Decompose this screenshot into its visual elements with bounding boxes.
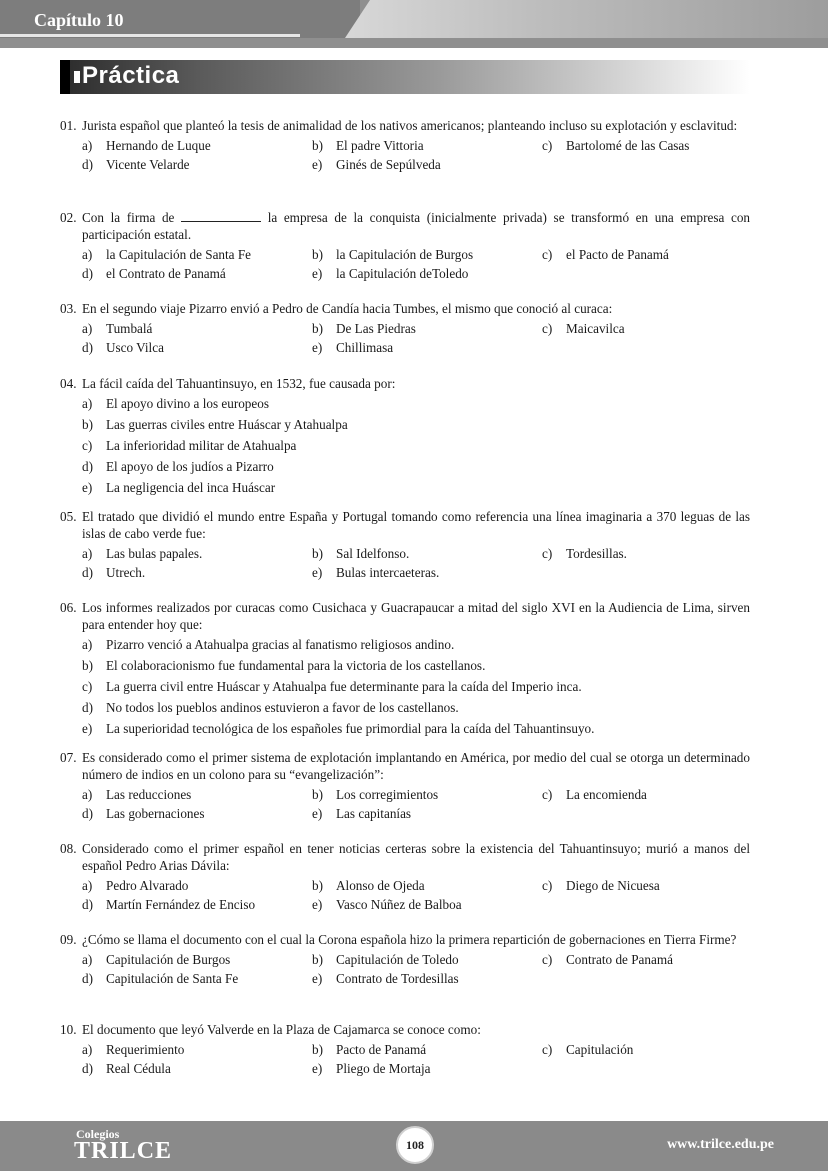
question-7 xyxy=(60,749,750,822)
option-text: Alonso de Ojeda xyxy=(336,878,425,893)
header-stripe xyxy=(0,34,300,37)
option-a xyxy=(82,137,312,154)
option-text: No todos los pueblos andinos estuvieron a favor de los castellanos. xyxy=(106,700,459,715)
option-e xyxy=(312,970,542,987)
option-text: Pedro Alvarado xyxy=(106,878,189,893)
question-5 xyxy=(60,508,750,581)
question-text: Los informes realizados por curacas como Cusichaca y Guacrapaucar a mitad del siglo XVI en la Audiencia de Lima, sirven para entender hoy que: xyxy=(82,600,750,632)
question-text: Considerado como el primer español en tener noticias certeras sobre la existencia del Tahuantinsuyo; murió a manos del español Pedro Arias Dávila: xyxy=(82,841,750,873)
options xyxy=(82,137,750,173)
option-b xyxy=(312,246,542,263)
option-letter: c) xyxy=(542,546,553,561)
options xyxy=(82,320,750,356)
option-text: Contrato de Panamá xyxy=(566,952,673,967)
option-text: Pliego de Mortaja xyxy=(336,1061,431,1076)
option-letter: a) xyxy=(82,546,93,561)
question-number: 03. xyxy=(60,301,77,316)
option-text: El padre Vittoria xyxy=(336,138,424,153)
option-text: Tumbalá xyxy=(106,321,153,336)
option-a xyxy=(82,877,312,894)
option-text: la Capitulación deToledo xyxy=(336,266,469,281)
option-text: Las guerras civiles entre Huáscar y Atahualpa xyxy=(106,417,348,432)
option-letter: d) xyxy=(82,700,93,715)
question-number: 10. xyxy=(60,1022,77,1037)
option-letter: e) xyxy=(312,340,323,355)
question-text: El tratado que dividió el mundo entre España y Portugal tomando como referencia una línea imaginaria a 370 leguas de las islas de cabo verde fue: xyxy=(82,509,750,541)
option-letter: a) xyxy=(82,247,93,262)
option-a xyxy=(82,320,312,337)
option-text: Las bulas papales. xyxy=(106,546,203,561)
option-b xyxy=(312,786,542,803)
options xyxy=(82,545,750,581)
option-letter: a) xyxy=(82,952,93,967)
question-number: 09. xyxy=(60,932,77,947)
question-text-after: la empresa de la conquista (inicialmente privada) se transformó en una empresa con participación estatal. xyxy=(82,210,751,242)
question-number: 06. xyxy=(60,600,77,615)
fill-blank xyxy=(181,211,261,222)
option-b xyxy=(312,137,542,154)
question-number: 02. xyxy=(60,210,77,225)
option-text: el Contrato de Panamá xyxy=(106,266,226,281)
option-a xyxy=(82,786,312,803)
option-c xyxy=(542,246,772,263)
option-c xyxy=(542,137,772,154)
option-text: Pizarro venció a Atahualpa gracias al fanatismo religiosos andino. xyxy=(106,637,455,652)
option-letter: b) xyxy=(312,321,323,336)
option-a xyxy=(82,545,312,562)
option-letter: a) xyxy=(82,878,93,893)
option-letter: b) xyxy=(312,546,323,561)
option-letter: c) xyxy=(82,438,93,453)
option-text: La encomienda xyxy=(566,787,647,802)
question-9 xyxy=(60,931,750,987)
option-text: Vasco Núñez de Balboa xyxy=(336,897,462,912)
option-text: Real Cédula xyxy=(106,1061,171,1076)
option-text: Las gobernaciones xyxy=(106,806,205,821)
question-text: En el segundo viaje Pizarro envió a Pedro de Candía hacia Tumbes, el mismo que conoció al curaca: xyxy=(82,301,613,316)
option-a xyxy=(82,951,312,968)
option-d xyxy=(82,564,312,581)
option-d xyxy=(82,458,750,475)
banner-notch xyxy=(60,60,70,94)
option-text: El apoyo de los judíos a Pizarro xyxy=(106,459,274,474)
chapter-title: Capítulo 10 xyxy=(34,10,124,30)
option-text: el Pacto de Panamá xyxy=(566,247,669,262)
option-text: la Capitulación de Burgos xyxy=(336,247,474,262)
option-a xyxy=(82,636,750,653)
option-text: Las reducciones xyxy=(106,787,192,802)
option-letter: e) xyxy=(82,480,93,495)
question-number: 08. xyxy=(60,841,77,856)
header-bar xyxy=(0,0,828,48)
option-letter: d) xyxy=(82,157,93,172)
option-e xyxy=(312,156,542,173)
option-letter: d) xyxy=(82,340,93,355)
option-text: El colaboracionismo fue fundamental para la victoria de los castellanos. xyxy=(106,658,486,673)
option-letter: c) xyxy=(542,247,553,262)
option-letter: d) xyxy=(82,565,93,580)
options xyxy=(82,1041,750,1077)
option-e xyxy=(312,896,542,913)
question-text: ¿Cómo se llama el documento con el cual la Corona española hizo la primera repartición de gobernaciones en Tierra Firme? xyxy=(82,932,737,947)
question-text xyxy=(82,209,750,243)
option-letter: e) xyxy=(312,157,323,172)
option-letter: b) xyxy=(312,878,323,893)
option-d xyxy=(82,805,312,822)
option-text: Requerimiento xyxy=(106,1042,185,1057)
option-a xyxy=(82,1041,312,1058)
option-b xyxy=(312,320,542,337)
question-10 xyxy=(60,1021,750,1077)
option-d xyxy=(82,156,312,173)
option-text: Capitulación de Toledo xyxy=(336,952,459,967)
question-1 xyxy=(60,117,750,173)
option-text: Ginés de Sepúlveda xyxy=(336,157,441,172)
option-letter: e) xyxy=(312,806,323,821)
option-c xyxy=(82,678,750,695)
option-letter: c) xyxy=(542,321,553,336)
question-8 xyxy=(60,840,750,913)
option-letter: c) xyxy=(542,787,553,802)
option-c xyxy=(542,320,772,337)
option-letter: b) xyxy=(312,247,323,262)
options xyxy=(82,246,750,282)
footer-bar xyxy=(0,1121,828,1171)
option-text: Usco Vilca xyxy=(106,340,164,355)
option-text: La guerra civil entre Huáscar y Atahualpa fue determinante para la caída del Imperio inca. xyxy=(106,679,582,694)
question-2 xyxy=(60,209,750,282)
options xyxy=(82,395,750,496)
option-c xyxy=(542,951,772,968)
option-letter: e) xyxy=(312,565,323,580)
section-title: Práctica xyxy=(82,62,180,89)
question-text: El documento que leyó Valverde en la Plaza de Cajamarca se conoce como: xyxy=(82,1022,481,1037)
website-link: www.trilce.edu.pe xyxy=(667,1137,774,1152)
option-letter: e) xyxy=(312,897,323,912)
option-letter: a) xyxy=(82,787,93,802)
option-letter: e) xyxy=(82,721,93,736)
option-letter: a) xyxy=(82,396,93,411)
option-letter: b) xyxy=(312,138,323,153)
option-letter: c) xyxy=(542,878,553,893)
option-e xyxy=(312,339,542,356)
option-d xyxy=(82,699,750,716)
option-letter: d) xyxy=(82,266,93,281)
option-b xyxy=(82,657,750,674)
option-letter: b) xyxy=(312,952,323,967)
option-text: Las capitanías xyxy=(336,806,412,821)
option-b xyxy=(82,416,750,433)
option-letter: d) xyxy=(82,459,93,474)
option-text: Capitulación de Burgos xyxy=(106,952,231,967)
option-c xyxy=(542,1041,772,1058)
question-number: 01. xyxy=(60,118,77,133)
option-e xyxy=(82,720,750,737)
option-text: la Capitulación de Santa Fe xyxy=(106,247,252,262)
option-a xyxy=(82,395,750,412)
option-d xyxy=(82,896,312,913)
option-c xyxy=(542,877,772,894)
option-text: Tordesillas. xyxy=(566,546,627,561)
option-letter: a) xyxy=(82,1042,93,1057)
option-text: Los corregimientos xyxy=(336,787,439,802)
question-number: 05. xyxy=(60,509,77,524)
option-b xyxy=(312,1041,542,1058)
option-letter: d) xyxy=(82,897,93,912)
question-number: 07. xyxy=(60,750,77,765)
option-text: Chillimasa xyxy=(336,340,394,355)
option-text: Bartolomé de las Casas xyxy=(566,138,690,153)
option-letter: d) xyxy=(82,1061,93,1076)
banner-bullet xyxy=(74,71,80,83)
option-letter: c) xyxy=(542,138,553,153)
question-text: Jurista español que planteó la tesis de animalidad de los nativos americanos; planteando incluso su explotación y esclavitud: xyxy=(82,118,738,133)
option-letter: e) xyxy=(312,1061,323,1076)
option-e xyxy=(312,564,542,581)
option-letter: e) xyxy=(312,971,323,986)
option-d xyxy=(82,265,312,282)
question-text-before: Con la firma de xyxy=(82,210,175,225)
option-text: Maicavilca xyxy=(566,321,625,336)
option-b xyxy=(312,951,542,968)
options xyxy=(82,951,750,987)
option-b xyxy=(312,545,542,562)
option-d xyxy=(82,1060,312,1077)
option-letter: b) xyxy=(312,787,323,802)
question-6 xyxy=(60,599,750,737)
option-text: Bulas intercaeteras. xyxy=(336,565,440,580)
option-text: Capitulación xyxy=(566,1042,634,1057)
option-a xyxy=(82,246,312,263)
option-text: Pacto de Panamá xyxy=(336,1042,427,1057)
option-text: Contrato de Tordesillas xyxy=(336,971,459,986)
option-text: Diego de Nicuesa xyxy=(566,878,660,893)
option-text: La negligencia del inca Huáscar xyxy=(106,480,276,495)
options xyxy=(82,786,750,822)
option-letter: d) xyxy=(82,806,93,821)
option-text: Vicente Velarde xyxy=(106,157,190,172)
option-letter: c) xyxy=(542,952,553,967)
option-letter: d) xyxy=(82,971,93,986)
question-text: La fácil caída del Tahuantinsuyo, en 1532, fue causada por: xyxy=(82,376,396,391)
option-e xyxy=(312,805,542,822)
option-c xyxy=(82,437,750,454)
option-text: La superioridad tecnológica de los españoles fue primordial para la caída del Tahuantinsuyo. xyxy=(106,721,595,736)
option-letter: b) xyxy=(82,417,93,432)
option-c xyxy=(542,545,772,562)
option-e xyxy=(312,265,542,282)
option-letter: a) xyxy=(82,138,93,153)
question-text: Es considerado como el primer sistema de explotación implantando en América, por medio del cual se otorga un determinado número de indios en un colono para su “evangelización”: xyxy=(82,750,750,782)
option-text: El apoyo divino a los europeos xyxy=(106,396,269,411)
option-letter: e) xyxy=(312,266,323,281)
options xyxy=(82,636,750,737)
option-e xyxy=(312,1060,542,1077)
option-text: Sal Idelfonso. xyxy=(336,546,410,561)
page-number: 108 xyxy=(396,1126,434,1164)
option-text: Hernando de Luque xyxy=(106,138,211,153)
option-b xyxy=(312,877,542,894)
option-letter: c) xyxy=(542,1042,553,1057)
option-letter: a) xyxy=(82,637,93,652)
question-number: 04. xyxy=(60,376,77,391)
option-d xyxy=(82,970,312,987)
brand-logo: TRILCE xyxy=(74,1138,173,1164)
option-letter: a) xyxy=(82,321,93,336)
option-text: Martín Fernández de Enciso xyxy=(106,897,256,912)
question-4 xyxy=(60,375,750,496)
option-text: De Las Piedras xyxy=(336,321,416,336)
question-3 xyxy=(60,300,750,356)
brand-small: Colegios xyxy=(76,1127,120,1141)
option-text: Utrech. xyxy=(106,565,146,580)
options xyxy=(82,877,750,913)
option-letter: b) xyxy=(82,658,93,673)
option-letter: c) xyxy=(82,679,93,694)
option-text: La inferioridad militar de Atahualpa xyxy=(106,438,297,453)
option-c xyxy=(542,786,772,803)
header-light-panel xyxy=(345,0,828,38)
option-e xyxy=(82,479,750,496)
option-d xyxy=(82,339,312,356)
option-letter: b) xyxy=(312,1042,323,1057)
option-text: Capitulación de Santa Fe xyxy=(106,971,239,986)
